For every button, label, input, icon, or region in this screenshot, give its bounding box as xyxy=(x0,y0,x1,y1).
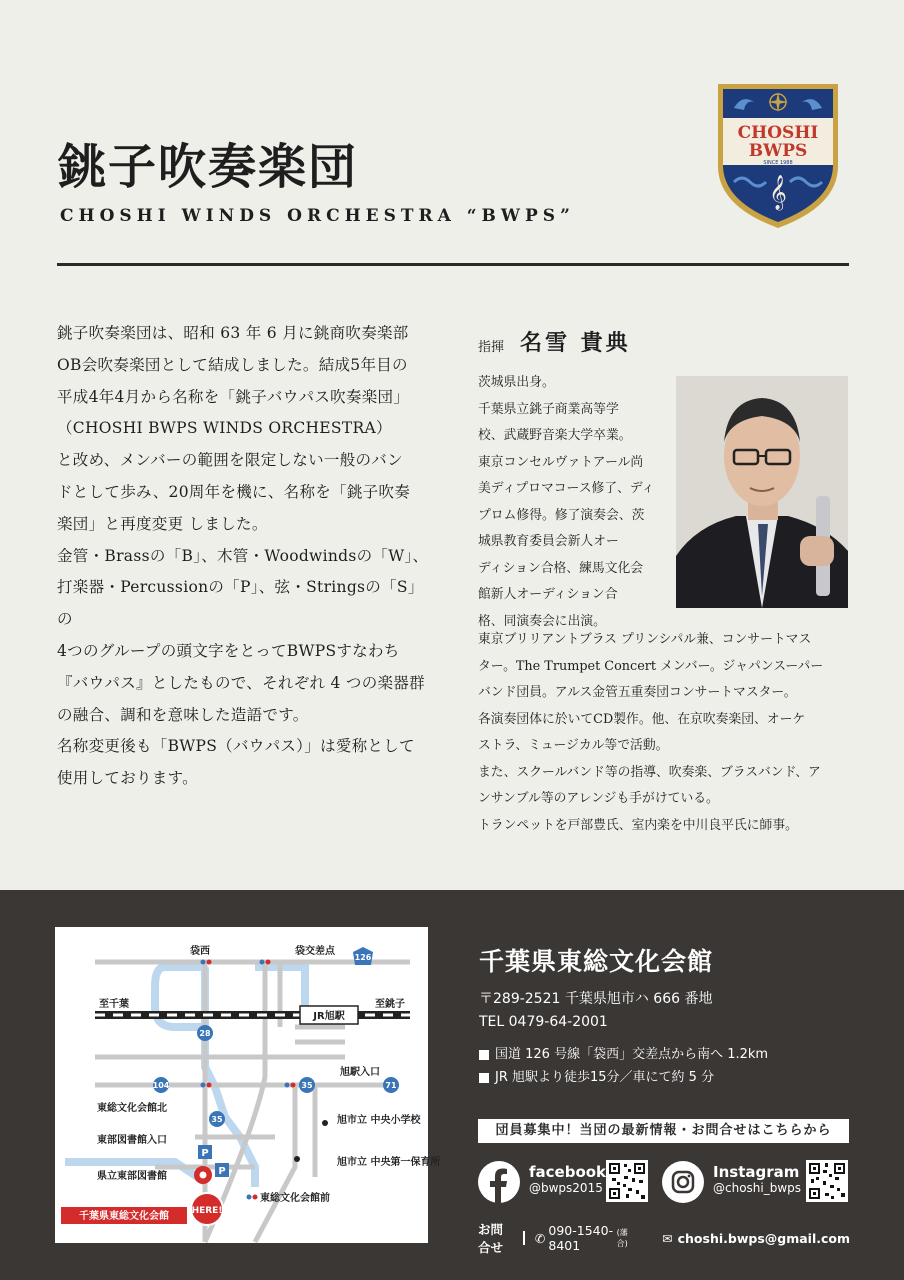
bio-line: 格、同演奏会に出演。 xyxy=(478,613,606,629)
bio-line: 東京ブリリアントブラス プリンシパル兼、コンサートマス xyxy=(478,632,812,647)
instagram-title: Instagram xyxy=(713,1163,800,1181)
venue-name: 千葉県東総文化会館 xyxy=(479,947,714,976)
facebook-link[interactable] xyxy=(529,1163,606,1195)
bio-line: ター。The Trumpet Concert メンバー。ジャパンスーパー xyxy=(478,658,824,674)
intro-line: 銚子吹奏楽団は、昭和 63 年 6 月に銚商吹奏楽部 xyxy=(57,324,409,342)
map-label-fukuro-crossing: 袋交差点 xyxy=(295,946,335,957)
treble-clef-icon: 𝄞 xyxy=(769,175,787,210)
contact-label: お問合せ xyxy=(478,1222,504,1255)
map-label-to-chiba: 至千葉 xyxy=(99,999,129,1010)
map-label-hall-front: 東総文化会館前 xyxy=(260,1193,330,1204)
parking-icon: P xyxy=(218,1166,226,1177)
contact-phone[interactable]: 090-1540-8401 xyxy=(548,1223,614,1253)
bio-line: プロム修得。修了演奏会、茨 xyxy=(478,507,645,523)
map-hall-tag: 千葉県東総文化会館 xyxy=(79,1211,169,1222)
facebook-icon[interactable] xyxy=(478,1161,520,1203)
route-104-shield: 104 xyxy=(152,1081,170,1090)
intro-line: と改め、メンバーの範囲を限定しない一般のバン xyxy=(57,451,403,470)
bio-line: ストラ、ミュージカル等で活動。 xyxy=(478,738,669,753)
intro-line: の融合、調和を意味した造語です。 xyxy=(57,705,309,724)
venue-address xyxy=(479,988,712,1034)
access-item: JR 旭駅より徒歩15分／車にて約 5 分 xyxy=(479,1066,768,1089)
intro-line: 使用しております。 xyxy=(57,769,198,788)
page-subtitle: CHOSHI WINDS ORCHESTRA “BWPS” xyxy=(60,206,575,226)
logo-text-bwps: BWPS xyxy=(748,141,808,161)
bio-line: 各演奏団体に於いてCD製作。他、在京吹奏楽団、オーケ xyxy=(478,711,806,727)
route-71-shield: 71 xyxy=(385,1081,397,1090)
intro-line: 4つのグループの頭文字をとってBWPSすなわち xyxy=(57,641,400,660)
bullet-square-icon xyxy=(479,1050,489,1060)
logo-since: SINCE 1988 xyxy=(763,160,793,166)
recruit-banner: 団員募集中！当団の最新情報・お問合せはこちらから xyxy=(478,1119,849,1143)
access-item: 国道 126 号線「袋西」交差点から南へ 1.2km xyxy=(479,1043,768,1066)
venue-postal: 〒289-2521 千葉県旭市ハ 666 番地 xyxy=(479,991,713,1007)
conductor-bio-wide xyxy=(478,627,850,839)
route-28-shield: 28 xyxy=(199,1029,211,1038)
contact-email[interactable]: choshi.bwps@gmail.com xyxy=(677,1230,851,1246)
contact-row xyxy=(478,1220,850,1256)
contact-phone-note: (藩合) xyxy=(616,1228,628,1248)
intro-line: 打楽器・Percussionの「P」、弦・Stringsの「S」の xyxy=(57,578,424,629)
facebook-qr-code[interactable] xyxy=(606,1160,648,1202)
map-label-nursery: 旭市立 中央第一保育所 xyxy=(337,1157,441,1168)
facebook-title: facebook xyxy=(529,1163,607,1181)
phone-icon: ✆ xyxy=(534,1230,546,1246)
intro-line: ドとして歩み、20周年を機に、名称を「銚子吹奏 xyxy=(57,482,411,501)
intro-line: 名称変更後も「BWPS（バウパス）」は愛称として xyxy=(57,737,415,756)
header-rule xyxy=(57,263,849,266)
here-badge: HERE! xyxy=(191,1206,223,1216)
bio-line: 校、武蔵野音楽大学卒業。 xyxy=(478,428,632,443)
page-title: 銚子吹奏楽団 xyxy=(58,139,359,195)
bullet-square-icon xyxy=(479,1073,489,1083)
bio-line: ディション合格、練馬文化会 xyxy=(478,560,644,576)
conductor-role: 指揮 xyxy=(478,340,505,355)
map-label-hall-north: 東総文化会館北 xyxy=(97,1103,167,1114)
route-35-shield: 35 xyxy=(211,1115,223,1124)
instagram-link[interactable] xyxy=(713,1163,801,1195)
intro-line: 楽団」と再度変更 しました。 xyxy=(57,514,268,533)
conductor-photo xyxy=(676,376,848,608)
bio-line: 美ディプロマコース修了、ディ xyxy=(478,481,655,496)
contact-divider xyxy=(523,1231,525,1245)
bio-line: ンサンブル等のアレンジも手がけている。 xyxy=(478,791,719,806)
intro-line: 『バウパス』としたもので、それぞれ 4 つの楽器群 xyxy=(57,673,425,692)
mail-icon: ✉ xyxy=(662,1230,673,1246)
bio-line: 東京コンセルヴァトアール尚 xyxy=(478,454,644,470)
bio-line: バンド団員。アルス金管五重奏団コンサートマスター。 xyxy=(478,685,797,700)
intro-line: 平成4年4月から名称を「銚子バウパス吹奏楽団」 xyxy=(57,387,410,406)
map-label-elementary-school: 旭市立 中央小学校 xyxy=(337,1115,421,1126)
nursery-dot-icon xyxy=(294,1156,300,1162)
logo-text-choshi: CHOSHI xyxy=(737,123,819,143)
venue-access xyxy=(479,1043,768,1089)
bio-line: 館新人オーディション合 xyxy=(478,587,618,602)
orchestra-logo xyxy=(714,78,842,230)
intro-line: 金管・Brassの「B」、木管・Woodwindsの「W」、 xyxy=(57,546,429,565)
map-label-jr-station: JR旭駅 xyxy=(313,1011,345,1022)
route-35-shield: 35 xyxy=(301,1081,313,1090)
school-dot-icon xyxy=(322,1120,328,1126)
map-label-fukuro-nishi: 袋西 xyxy=(190,946,210,957)
route-126-shield: 126 xyxy=(354,953,372,962)
instagram-handle: @choshi_bwps xyxy=(713,1181,802,1195)
intro-line: （CHOSHI BWPS WINDS ORCHESTRA） xyxy=(57,419,392,438)
bio-line: 城県教育委員会新人オー xyxy=(478,534,619,549)
map-label-east-library-entrance: 東部図書館入口 xyxy=(97,1135,167,1146)
map-label-asahi-entrance: 旭駅入口 xyxy=(340,1067,380,1078)
instagram-icon[interactable] xyxy=(662,1161,704,1203)
venue-tel: TEL 0479-64-2001 xyxy=(479,1014,608,1030)
bio-line: トランペットを戸部豊氏、室内楽を中川良平氏に師事。 xyxy=(478,817,798,833)
conductor-name: 名雪 貴典 xyxy=(520,330,631,356)
map-label-to-choshi: 至銚子 xyxy=(375,999,405,1010)
parking-icon: P xyxy=(201,1148,209,1159)
instagram-qr-code[interactable] xyxy=(806,1160,848,1202)
facebook-handle: @bwps2015 xyxy=(529,1181,603,1195)
map-label-pref-library: 県立東部図書館 xyxy=(97,1171,167,1182)
bio-line: また、スクールバンド等の指導、吹奏楽、ブラスバンド、ア xyxy=(478,764,821,780)
intro-paragraph xyxy=(57,318,437,795)
bio-line: 茨城県出身。 xyxy=(478,375,555,390)
access-map xyxy=(55,927,441,1243)
bio-line: 千葉県立銚子商業高等学 xyxy=(478,401,619,417)
conductor-bio-narrow xyxy=(478,370,670,635)
intro-line: OB会吹奏楽団として結成しました。結成5年目の xyxy=(57,355,408,374)
